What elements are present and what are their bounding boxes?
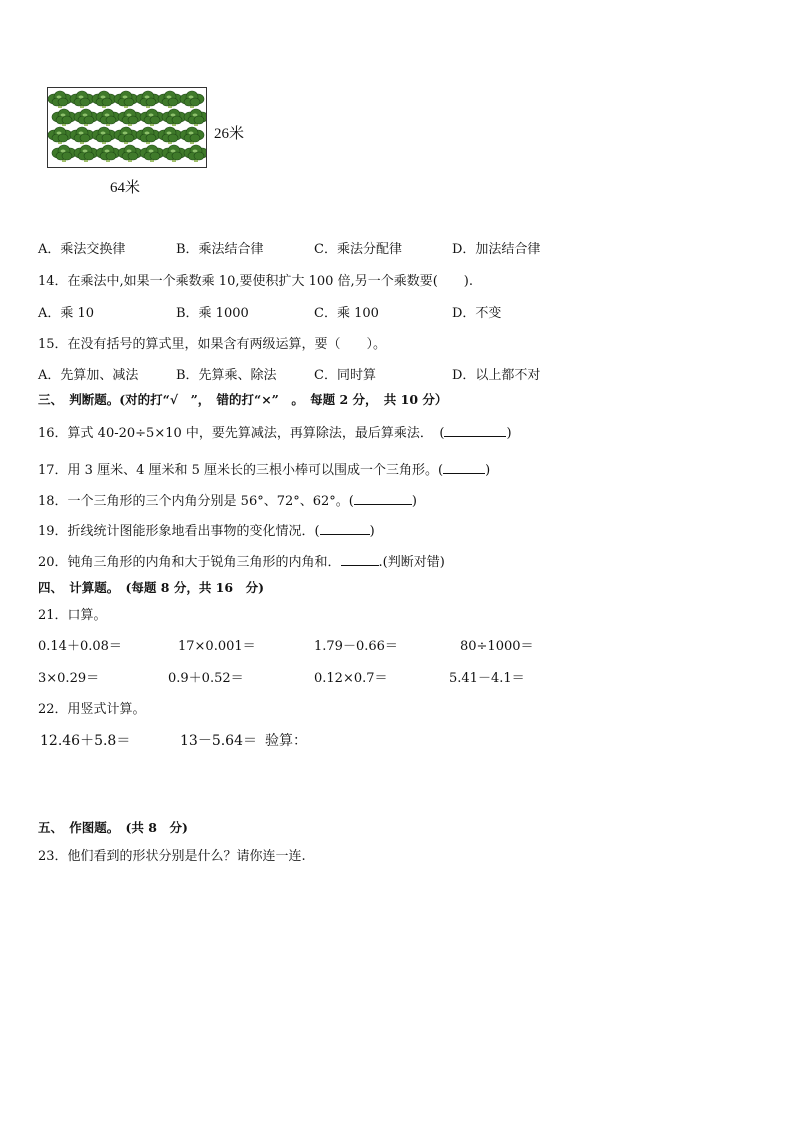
q19-close-paren: ) <box>369 524 375 539</box>
cabbage-icon <box>140 145 164 162</box>
q21-item-1: 0.14＋0.08＝ <box>38 639 122 654</box>
q13-option-b: B．乘法结合律 <box>176 242 264 257</box>
cabbage-icon <box>180 91 204 108</box>
q18-answer-blank[interactable] <box>354 492 412 505</box>
section4-title: 四、 计算题。 (每题 8 分，共 16 分) <box>38 580 264 595</box>
q15-option-a: A．先算加、减法 <box>38 368 139 383</box>
cabbage-icon <box>70 127 94 144</box>
q22-check-label: 验算： <box>265 733 307 749</box>
q17-close-paren: ) <box>485 463 491 478</box>
q17-line <box>38 459 490 478</box>
q19-line <box>38 520 375 539</box>
q23-stem: 23．他们看到的形状分别是什么？请你连一连. <box>38 849 306 864</box>
cabbage-icon <box>118 109 142 126</box>
cabbage-icon <box>96 109 120 126</box>
cabbage-icon <box>118 145 142 162</box>
q14-option-c: C．乘 100 <box>314 306 379 321</box>
cabbage-icon <box>140 109 164 126</box>
cabbage-icon <box>74 145 98 162</box>
q21-item-2: 17×0.001＝ <box>178 639 256 654</box>
cabbage-icon <box>180 127 204 144</box>
q19-text: 19．折线统计图能形象地看出事物的变化情况．( <box>38 524 320 539</box>
q15-option-c: C．同时算 <box>314 368 376 383</box>
cabbage-icon <box>92 91 116 108</box>
q14-option-a: A．乘 10 <box>38 306 95 321</box>
section3-title: 三、 判断题。(对的打“√ ”， 错的打“×” 。 每题 2 分， 共 10 分） <box>38 392 448 407</box>
q22-calc-2: 13－5.64＝ <box>180 733 257 749</box>
q20-suffix: .(判断对错) <box>378 555 445 570</box>
cabbage-icon <box>52 145 76 162</box>
cabbage-icon <box>114 91 138 108</box>
q20-text: 20．钝角三角形的内角和大于锐角三角形的内角和． <box>38 555 341 570</box>
q21-item-5: 3×0.29＝ <box>38 671 100 686</box>
q21-stem: 21．口算。 <box>38 608 107 623</box>
q20-answer-blank[interactable] <box>341 553 379 566</box>
q14-option-d: D．不变 <box>452 306 502 321</box>
cabbage-icon <box>52 109 76 126</box>
cabbage-icon <box>70 91 94 108</box>
q16-close-paren: ) <box>506 426 512 441</box>
cabbage-icon <box>96 145 120 162</box>
q13-option-c: C．乘法分配律 <box>314 242 402 257</box>
cabbage-icon <box>48 127 72 144</box>
q13-option-d: D．加法结合律 <box>452 242 541 257</box>
cabbage-icon <box>48 91 72 108</box>
q14-option-b: B．乘 1000 <box>176 306 249 321</box>
q17-answer-blank[interactable] <box>443 461 485 474</box>
q21-item-7: 0.12×0.7＝ <box>314 671 388 686</box>
vegetable-garden-figure <box>47 87 207 168</box>
q21-item-8: 5.41－4.1＝ <box>449 671 525 686</box>
cabbage-grid-icon <box>48 88 206 167</box>
q13-option-a: A．乘法交换律 <box>38 242 126 257</box>
q14-stem: 14．在乘法中,如果一个乘数乘 10,要使积扩大 100 倍,另一个乘数要( ). <box>38 274 473 289</box>
cabbage-icon <box>184 109 206 126</box>
q22-calc-1: 12.46＋5.8＝ <box>40 733 131 749</box>
q18-close-paren: ) <box>411 494 417 509</box>
cabbage-icon <box>162 145 186 162</box>
q15-option-b: B．先算乘、除法 <box>176 368 277 383</box>
q15-stem: 15．在没有括号的算式里，如果含有两级运算，要（ ）。 <box>38 337 387 352</box>
cabbage-icon <box>162 109 186 126</box>
cabbage-icon <box>136 91 160 108</box>
cabbage-icon <box>158 91 182 108</box>
cabbage-icon <box>184 145 206 162</box>
q16-answer-blank[interactable] <box>444 424 506 437</box>
q21-item-3: 1.79－0.66＝ <box>314 639 398 654</box>
q18-line <box>38 490 417 509</box>
cabbage-icon <box>158 127 182 144</box>
q19-answer-blank[interactable] <box>320 522 370 535</box>
q17-text: 17．用 3 厘米、4 厘米和 5 厘米长的三根小棒可以围成一个三角形。( <box>38 463 444 478</box>
q15-option-d: D．以上都不对 <box>452 368 541 383</box>
garden-width-label: 64米 <box>110 180 141 196</box>
q22-stem: 22．用竖式计算。 <box>38 702 146 717</box>
cabbage-icon <box>136 127 160 144</box>
q21-item-4: 80÷1000＝ <box>460 639 534 654</box>
q16-text: 16．算式 40-20÷5×10 中，要先算减法，再算除法，最后算乘法． ( <box>38 426 445 441</box>
cabbage-icon <box>114 127 138 144</box>
q21-item-6: 0.9＋0.52＝ <box>168 671 244 686</box>
cabbage-icon <box>74 109 98 126</box>
q20-line <box>38 551 445 570</box>
garden-height-label: 26米 <box>214 126 245 142</box>
cabbage-icon <box>92 127 116 144</box>
q16-line <box>38 422 512 441</box>
section5-title: 五、 作图题。 (共 8 分) <box>38 820 188 835</box>
q18-text: 18．一个三角形的三个内角分别是 56°、72°、62°。( <box>38 494 354 509</box>
